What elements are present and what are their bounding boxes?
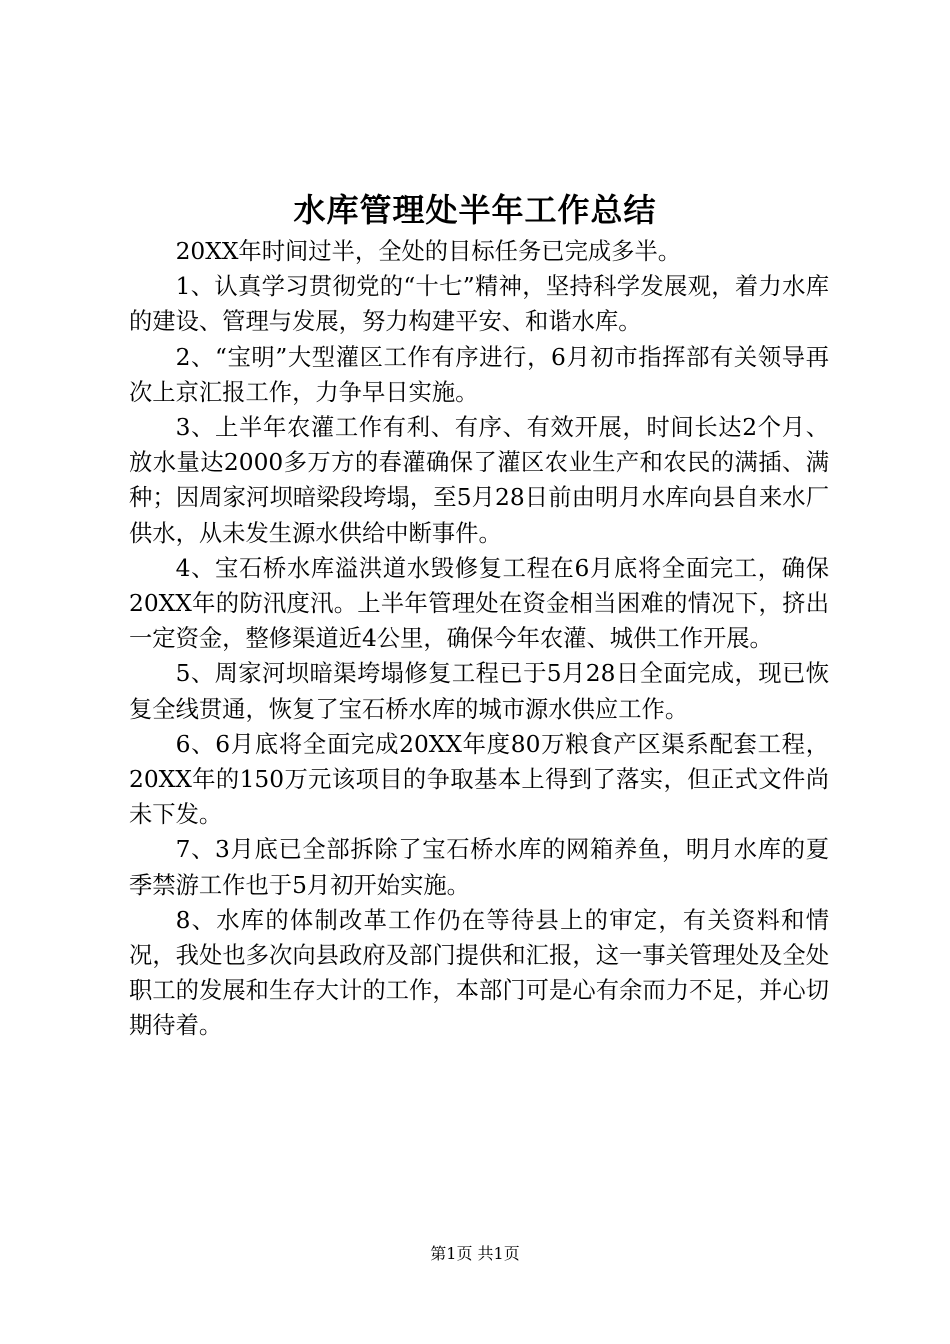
page-footer: 第1页 共1页 (430, 1244, 520, 1263)
paragraph-item-3: 3、上半年农灌工作有利、有序、有效开展，时间长达2个月、放水量达2000多万方的春灌确保了灌区农业生产和农民的满插、满种；因周家河坝暗梁段垮塌，至5月28日前由明月水库向县自来水厂供水，从未发生源水供给中断事件。 (129, 414, 829, 547)
paragraph-item-7: 7、3月底已全部拆除了宝石桥水库的网箱养鱼，明月水库的夏季禁游工作也于5月初开始实施。 (129, 836, 829, 899)
paragraph-item-8: 8、水库的体制改革工作仍在等待县上的审定，有关资料和情况，我处也多次向县政府及部门提供和汇报，这一事关管理处及全处职工的发展和生存大计的工作，本部门可是心有余而力不足，并心切期待着。 (129, 906, 829, 1040)
document-title: 水库管理处半年工作总结 (293, 191, 657, 229)
document-body (129, 234, 829, 1044)
paragraph-item-1: 1、认真学习贯彻党的“十七”精神，坚持科学发展观，着力水库的建设、管理与发展，努力构建平安、和谐水库。 (129, 273, 829, 336)
paragraph-item-5: 5、周家河坝暗渠垮塌修复工程已于5月28日全面完成，现已恢复全线贯通，恢复了宝石桥水库的城市源水供应工作。 (129, 660, 829, 723)
paragraph-item-6: 6、6月底将全面完成20XX年度80万粮食产区渠系配套工程，20XX年的150万元该项目的争取基本上得到了落实，但正式文件尚未下发。 (129, 730, 829, 829)
paragraph-item-4: 4、宝石桥水库溢洪道水毁修复工程在6月底将全面完工，确保20XX年的防汛度汛。上半年管理处在资金相当困难的情况下，挤出一定资金，整修渠道近4公里，确保今年农灌、城供工作开展。 (129, 554, 829, 653)
paragraph-intro: 20XX年时间过半，全处的目标任务已完成多半。 (175, 238, 682, 265)
paragraph-item-2: 2、“宝明”大型灌区工作有序进行，6月初市指挥部有关领导再次上京汇报工作，力争早日实施。 (129, 343, 829, 406)
